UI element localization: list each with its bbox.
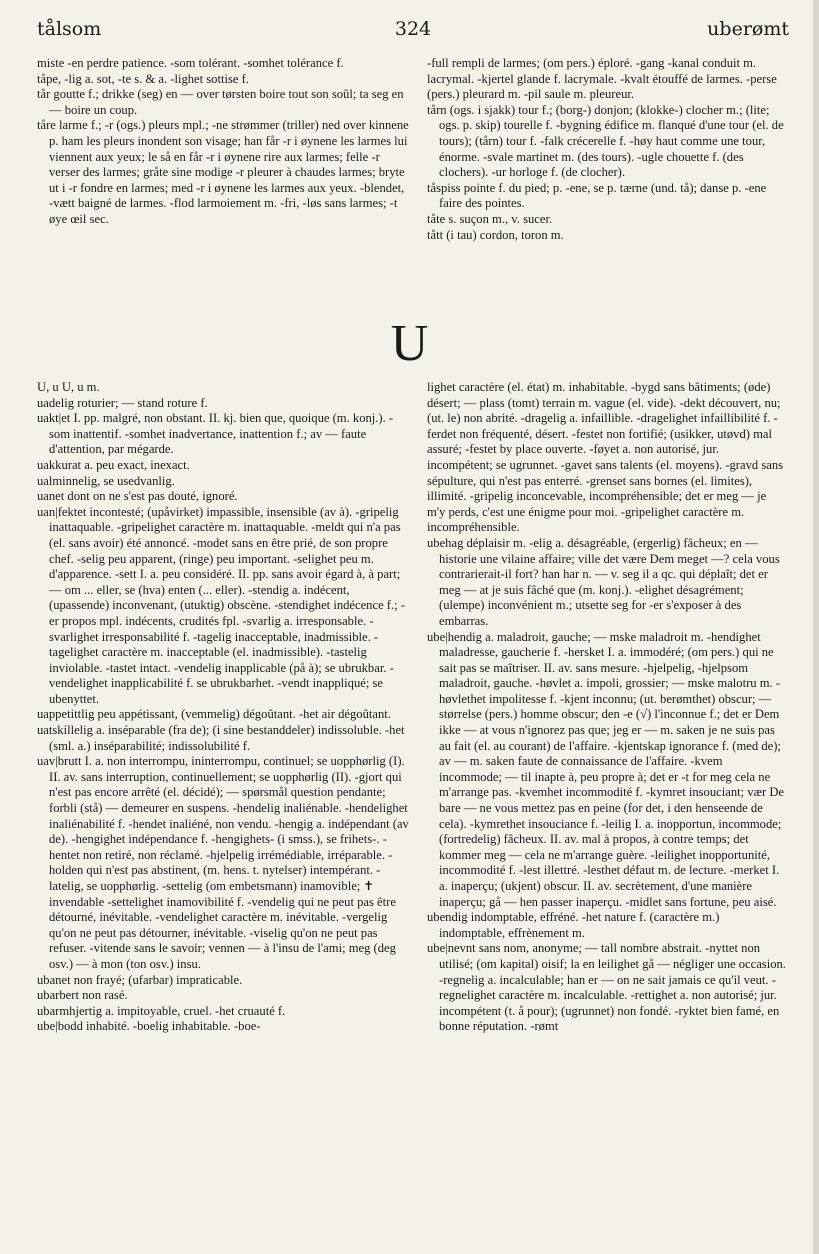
dictionary-entry: uav|brutt I. a. non interrompu, ininterrompu, continuel; se uopphørlig (I). II. av. sans interruption, continuellement; se uopphørlig (II). -gjort qui n'est pas encore arrêté (el. décidé); — spørsmål question pendante; forbli (stå) — demeurer en suspens. -hendelig inaliénable. -hendelighet inaliénabilité f. -hendet inaliéné, non vendu. -hengig a. indépendant (av de). -hengighet indépendance f. -hengighets- (i smss.), se frihets-. -hentet non retiré, non réclamé. -hjelpelig irrémédiable, irréparable. -holden qui n'est pas abstinent, (m. hens. t. nytelser) intempérant. -latelig, se uopphørlig. -settelig (om embetsmann) inamovible; ✝ invendable -settelighet inamovibilité f. -vendelig qui ne peut pas être détourné, inévitable. -vendelighet caractère m. inévitable. -vergelig qu'on ne peut pas détourner, inévitable. -viselig qu'on ne peut pas refuser. -vitende sans le savoir; vennen — à l'insu de l'ami; meg (deg osv.) — à mon (ton osv.) insu. <box>37 754 409 971</box>
dictionary-entry: tåspiss pointe f. du pied; p. -ene, se p. tærne (und. tå); danse p. -ene faire des pointes. <box>427 180 767 211</box>
dictionary-entry: miste -en perdre patience. -som tolérant. -somhet tolérance f. <box>37 56 344 70</box>
dictionary-entry: ubarmhjertig a. impitoyable, cruel. -het cruauté f. <box>37 1003 286 1018</box>
dictionary-entry: tått (i tau) cordon, toron m. <box>427 227 564 242</box>
dictionary-entry: ube|nevnt sans nom, anonyme; — tall nombre abstrait. -nyttet non utilisé; (om kapital) oisif; la en leilighet gå — négliger une occasion. -regnelig a. incalculable; han er — on ne sait jamais ce qu'il veut. -regnelighet caractère m. incalculable. -rettighet a. non autorisé; jur. incompétent (t. å pour); (ugrunnet) non fondé. -ryktet bien famé, en bonne réputation. -rømt <box>427 941 786 1034</box>
dictionary-entry: lighet caractère (el. état) m. inhabitable. -bygd sans bâtiments; (øde) désert; — plass (tomt) terrain m. vague (el. vide). -dekt découvert, nu; (ut. le) non abrité. -dragelig a. infaillible. -dragelighet infaillibilité f. -ferdet non fréquenté, désert. -festet non fortifié; (usikker, utøvd) mal assuré; -festet by place ouverte. -føyet a. non autorisé, jur. incompétent; se ugrunnet. -gavet sans talents (el. moyens). -gravd sans sépulture, qui n'est pas enterré. -grenset sans bornes (el. limites), illimité. -gripelig inconcevable, incompréhensible; det er meg — je m'y perds, c'est une énigme pour moi. -gripelighet caractère m. incompréhensible. <box>427 380 784 535</box>
right-guide-word: uberømt <box>707 18 789 40</box>
top-right-column <box>427 56 787 243</box>
bottom-left-column <box>37 380 409 1035</box>
dictionary-entry: tåre larme f.; -r (ogs.) pleurs mpl.; -ne strømmer (triller) ned over kinnene p. ham les pleurs inondent son visage; han får -r i øynene les larmes lui viennent aux yeux; le så en får -r i øynene rire aux larmes; felle -r verser des larmes; gråte sine modige -r pleurer à chaudes larmes; bryte ut i -r fondre en larmes; med -r i øynene les larmes aux yeux. -blendet, -vætt baigné de larmes. -flod larmoiement m. -fri, -løs sans larmes; -t øye œil sec. <box>37 118 409 226</box>
dictionary-entry: uadelig roturier; — stand roture f. <box>37 395 208 410</box>
dictionary-entry: uakkurat a. peu exact, inexact. <box>37 457 190 472</box>
dictionary-entry: ualminnelig, se usedvanlig. <box>37 473 175 488</box>
dictionary-entry: tåte s. suçon m., v. sucer. <box>427 211 553 226</box>
left-guide-word: tålsom <box>37 18 102 40</box>
page-header <box>37 18 789 44</box>
page-number: 324 <box>394 18 432 40</box>
dictionary-entry: uakt|et I. pp. malgré, non obstant. II. kj. bien que, quoique (m. konj.). -som inattentif. -somhet inadvertance, inattention f.; av — faute d'attention, par mégarde. <box>37 411 394 457</box>
dictionary-entry: ubanet non frayé; (ufarbar) impraticable. <box>37 972 243 987</box>
dictionary-entry: ubarbert non rasé. <box>37 988 128 1003</box>
top-left-column <box>37 56 409 228</box>
dictionary-entry: ubendig indomptable, effréné. -het nature f. (caractère m.) indomptable, effrènement m. <box>427 910 720 940</box>
dictionary-entry: uanet dont on ne s'est pas douté, ignoré. <box>37 489 238 504</box>
page-edge-shadow <box>813 0 819 1254</box>
dictionary-entry: -full rempli de larmes; (om pers.) éploré. -gang -kanal conduit m. lacrymal. -kjertel glande f. lacrymale. -kvalt étouffé de larmes. -perse (pers.) pleurard m. -pil saule m. pleureur. <box>427 56 777 102</box>
dictionary-entry: uan|fektet incontesté; (upåvirket) impassible, insensible (av à). -gripelig inattaquable. -gripelighet caractère m. inattaquable. -meldt qui n'a pas (el. sans avoir) été annoncé. -modet sans en être prié, de son propre chef. -selig peu apparent, (ringe) peu important. -selighet peu m. d'apparence. -sett I. a. peu considéré. II. pp. sans avoir égard à, à part; — om ... eller, se (hva) enten (... eller). -stendig a. indécent, (upassende) inconvenant, (utuktig) obscène. -stendighet indécence f.; -er propos mpl. indécents, crudités fpl. -svarlig a. irresponsable. -svarlighet irresponsabilité f. -tagelig inacceptable, inadmissible. -tagelighet caractère m. inacceptable (el. inadmissible). -tastelig inviolable. -tastet intact. -vendelig inapplicable (på à); se ubrukbar. -vendelighet inapplicabilité f. se ubrukbarhet. -vendt inappliqué; se ubenyttet. <box>37 504 405 706</box>
dictionary-entry: U, u U, u m. <box>37 380 100 394</box>
section-letter-heading: U <box>390 315 429 372</box>
dictionary-entry: uappetittlig peu appétissant, (vemmelig) dégoûtant. -het air dégoûtant. <box>37 707 391 722</box>
dictionary-entry: tåpe, -lig a. sot, -te s. & a. -lighet sottise f. <box>37 71 249 86</box>
dictionary-entry: ube|bodd inhabité. -boelig inhabitable. -boe- <box>37 1019 261 1034</box>
dictionary-entry: ubehag déplaisir m. -elig a. désagréable, (ergerlig) fâcheux; en — historie une vilaine affaire; ville det være Dem meget —? cela vous contrarierait-il fort? han har n. — v. seg il a qc. qui déplaît; det er meg — at je suis fâché que (m. konj.). -elighet désagrément; (ulempe) inconvénient m.; utsette seg for -er s'exposer à des embarras. <box>427 535 780 628</box>
dictionary-entry: ube|hendig a. maladroit, gauche; — mske maladroit m. -hendighet maladresse, gaucherie f. -hersket I. a. immodéré; (om pers.) qui ne sait pas se maîtriser. II. av. sans mesure. -hjelpelig, -hjelpsom maladroit, gauche. -høvlet a. impoli, grossier; — mske malotru m. -høvlethet impolitesse f. -kjent inconnu; (ut. berømthet) obscur; — størrelse (pers.) homme obscur; den -e (√) l'inconnue f.; det er Dem ikke — at vous n'ignorez pas que; jeg er — m. saken je ne suis pas au fait (el. au courant) de l'affaire. -kjentskap ignorance f. (med de); av — m. saken faute de connaissance de l'affaire. -kvem incommode; — til inapte à, peu propre à; det er -t for meg cela ne m'arrange pas. -kvemhet incommodité f. -kymret insouciant; vær De bare — ne vous mettez pas en peine (for det, i den henseende de cela). -kymrethet insouciance f. -leilig I. a. inopportun, incommode; (fortredelig) fâcheux. II. av. mal à propos, à contre temps; det kommer meg — cela ne m'arrange guère. -leilighet inopportunité, incommodité f. -lest illettré. -lesthet défaut m. de lecture. -merket I. a. inaperçu; (ukjent) obscur. II. av. secrètement, d'une manière inaperçu; gå — hen passer inaperçu. -midlet sans fortune, peu aisé. <box>427 629 784 909</box>
dictionary-entry: tår goutte f.; drikke (seg) en — over tørsten boire tout son soûl; ta seg en — boire un coup. <box>37 87 404 117</box>
dictionary-entry: tårn (ogs. i sjakk) tour f.; (borg-) donjon; (klokke-) clocher m.; (lite; ogs. p. skip) tourelle f. -bygning édifice m. flanqué d'une tour (el. de tours); (tårn) tour f. -falk crécerelle f. -høy haut comme une tour, énorme. -svale martinet m. (des tours). -ugle chouette f. (des clochers). -ur horloge f. (de clocher). <box>427 102 784 180</box>
dictionary-entry: uatskillelig a. inséparable (fra de); (i sine bestanddeler) indissoluble. -het (sml. a.) inséparabilité; indissolubilité f. <box>37 723 405 753</box>
bottom-right-column <box>427 380 787 1035</box>
